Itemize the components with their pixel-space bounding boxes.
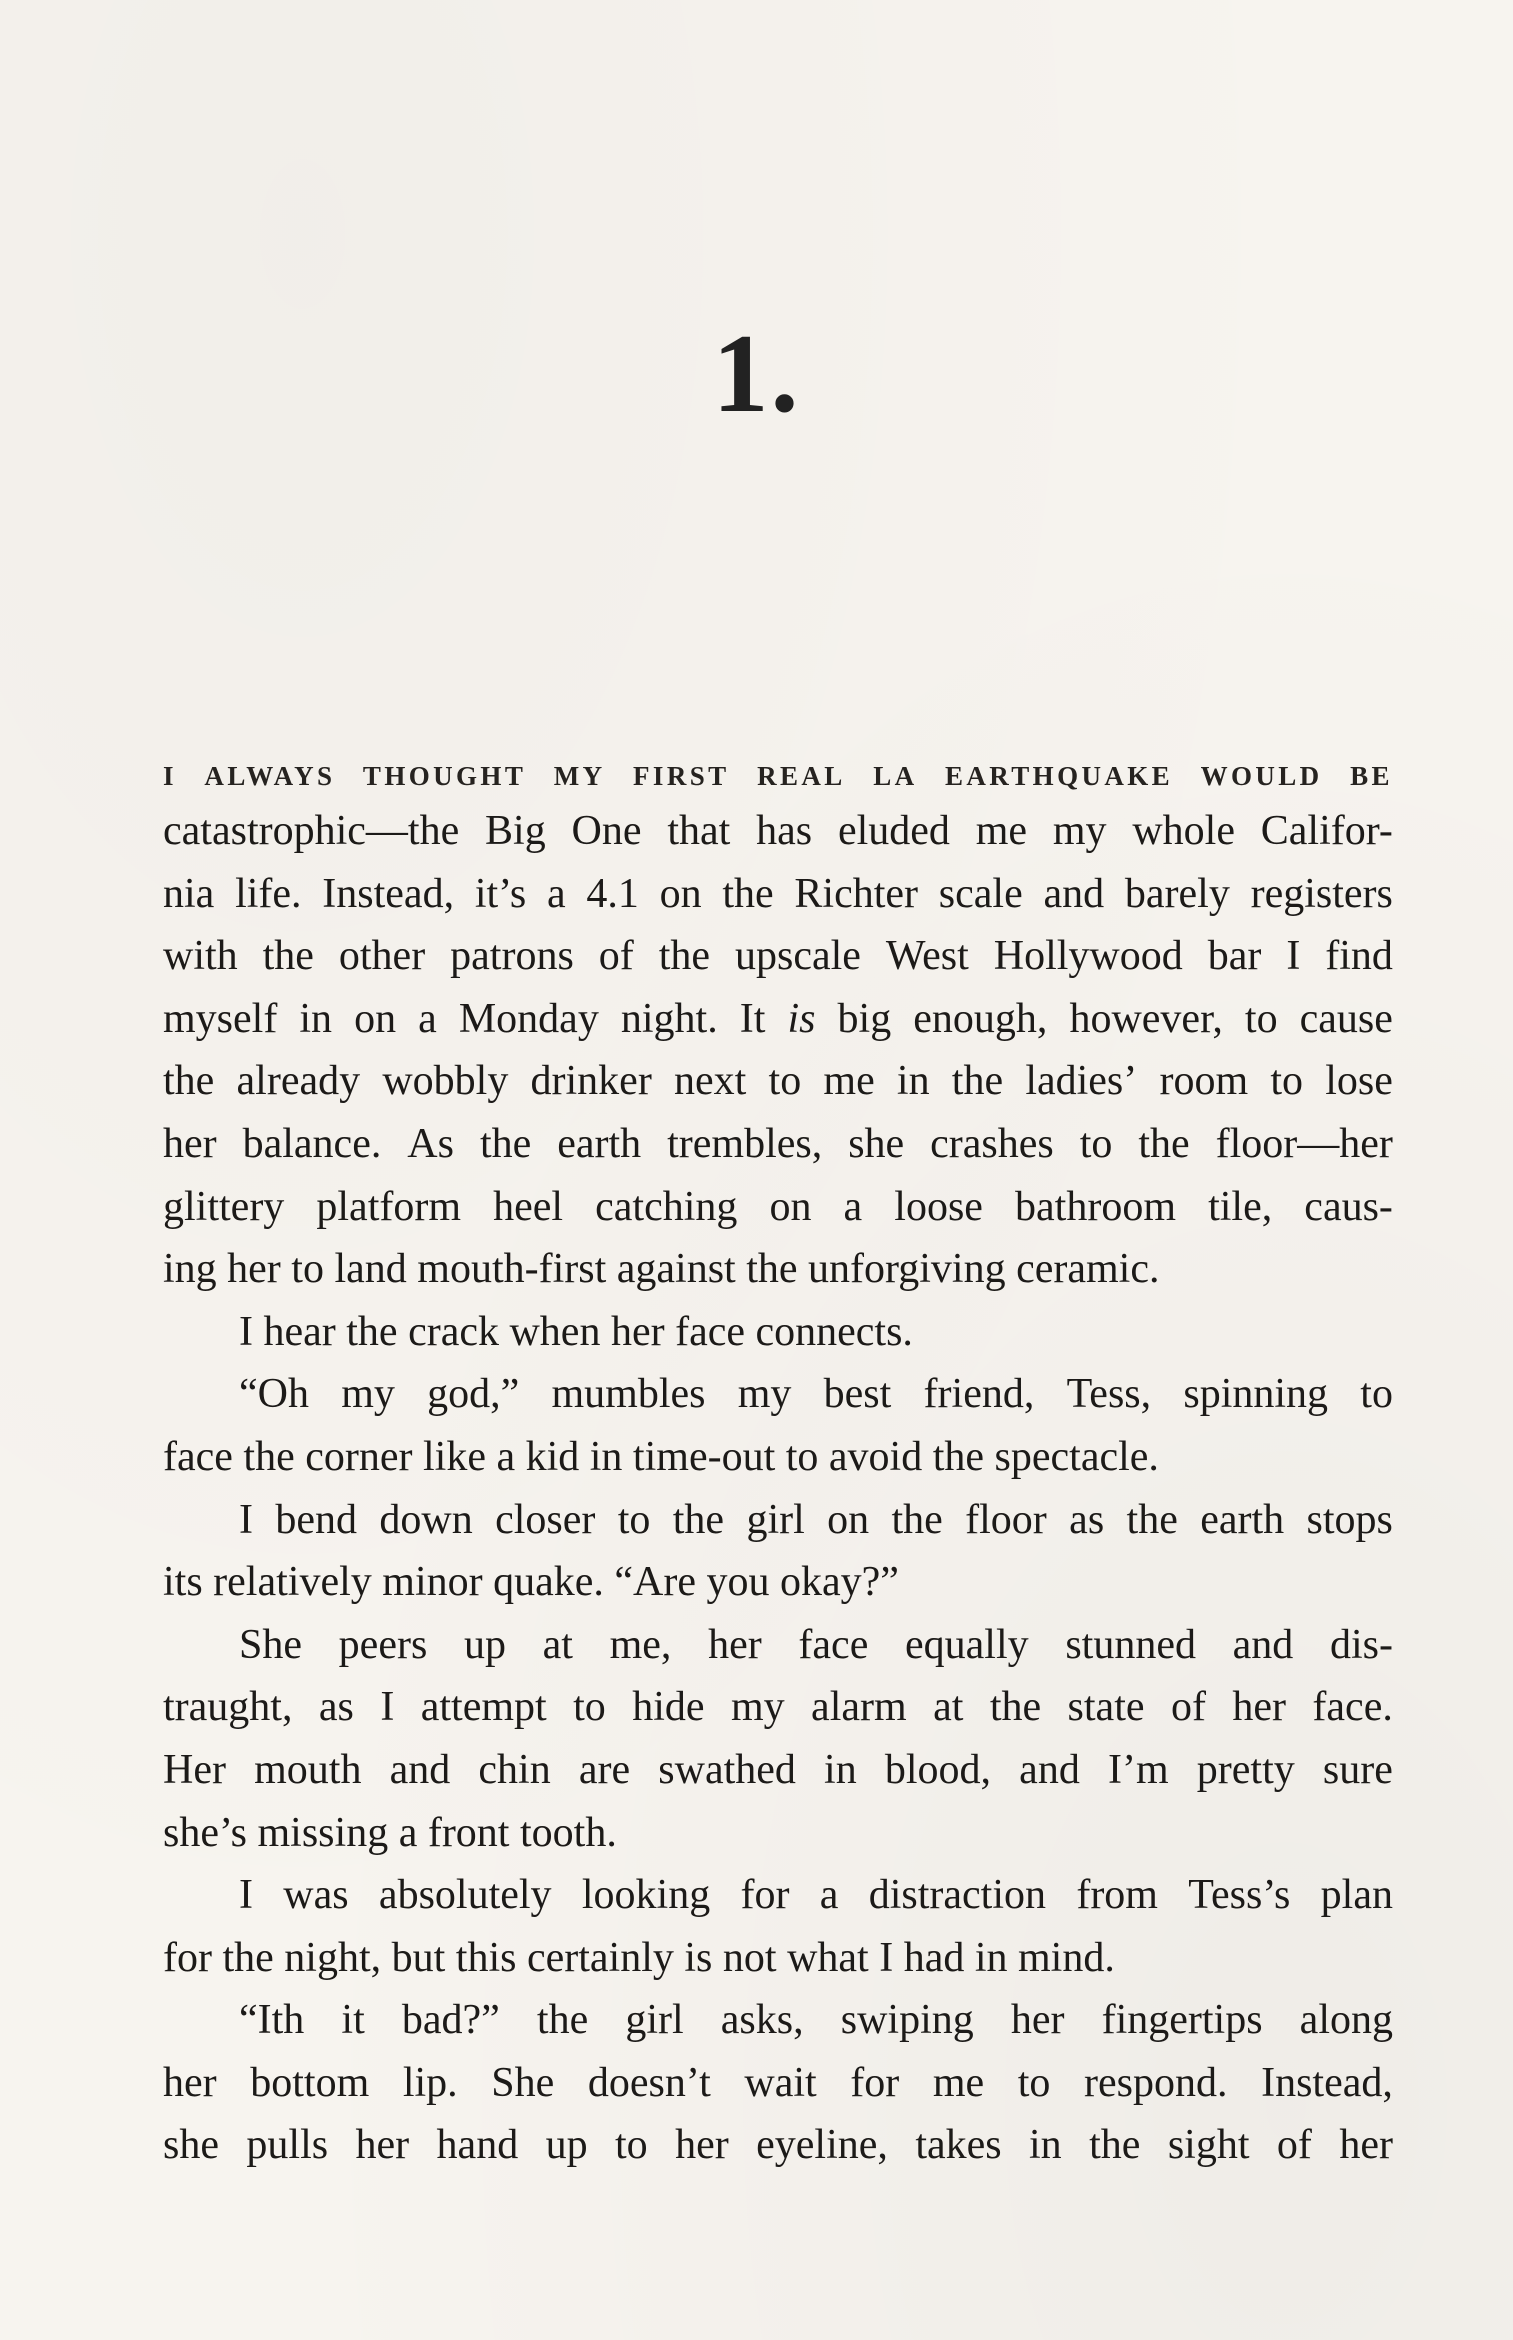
opening-word: THOUGHT (362, 761, 527, 791)
word: in (896, 1058, 930, 1105)
word: “Ith (239, 1997, 305, 2044)
word: wobbly (382, 1058, 509, 1105)
word: looking (581, 1872, 711, 1919)
word: a (418, 995, 437, 1042)
word: trembles, (667, 1120, 823, 1167)
opening-word: EARTHQUAKE (945, 761, 1174, 791)
word: distraction (868, 1872, 1047, 1919)
word: and (1043, 870, 1105, 917)
word: earth (557, 1120, 642, 1167)
word: bathroom (1015, 1183, 1176, 1230)
word: down (379, 1496, 473, 1543)
word: drinker (530, 1058, 652, 1105)
word: bad?” (401, 1997, 500, 2044)
word: traught, (163, 1684, 293, 1731)
text-line (163, 1050, 1393, 1113)
word: upscale (734, 933, 861, 980)
word: glittery (163, 1183, 285, 1230)
word: I’m (1107, 1746, 1169, 1793)
body-lines (163, 800, 1393, 2177)
word: big (837, 995, 892, 1042)
word: hide (632, 1684, 705, 1731)
text-line (163, 925, 1393, 988)
word: blood, (884, 1746, 992, 1793)
word: She (491, 2059, 555, 2106)
word: to (1244, 995, 1278, 1042)
word: up (545, 2122, 588, 2169)
word: her (163, 1120, 217, 1167)
word: me (932, 2059, 985, 2106)
word: Instead, (322, 870, 455, 917)
text-line (163, 1676, 1393, 1739)
word: lip. (402, 2059, 458, 2106)
word: plan (1320, 1872, 1393, 1919)
word: however, (1069, 995, 1223, 1042)
word: takes (915, 2122, 1002, 2169)
word: her (163, 2059, 217, 2106)
word: 4.1 (586, 870, 639, 917)
word: absolutely (378, 1872, 552, 1919)
word: the (672, 1496, 725, 1543)
word: bar (1207, 933, 1262, 980)
word: catastrophic—the (163, 808, 460, 854)
word: I (1286, 933, 1301, 980)
word: at (933, 1684, 964, 1731)
word: the (989, 1684, 1042, 1731)
word: tile, (1208, 1183, 1273, 1230)
word: barely (1124, 870, 1230, 917)
word: equally (905, 1621, 1029, 1668)
word: closer (495, 1496, 596, 1543)
word: the (1126, 1496, 1178, 1543)
word: life. (235, 870, 302, 917)
word: has (756, 808, 813, 854)
word: her (1010, 1997, 1065, 2044)
word: other (338, 933, 426, 980)
word: Richter (794, 870, 919, 917)
text-line (163, 863, 1393, 926)
word: of (1276, 2122, 1312, 2169)
opening-word: ALWAYS (204, 761, 336, 791)
word: god,” (427, 1371, 520, 1418)
text-line: I hear the crack when her face connects. (239, 1308, 913, 1355)
word: at (542, 1621, 573, 1668)
word: in (824, 1746, 857, 1793)
word: stops (1306, 1496, 1393, 1543)
word: Califor- (1260, 808, 1393, 854)
word: caus- (1304, 1183, 1393, 1230)
word: room (1159, 1058, 1249, 1105)
word: to (768, 1058, 802, 1105)
text-line: she’s missing a front tooth. (163, 1809, 617, 1856)
word: to (1017, 2059, 1051, 2106)
opening-word: FIRST (633, 761, 730, 791)
word: the (163, 1058, 215, 1105)
word: ladies’ (1025, 1058, 1138, 1105)
word: whole (1132, 808, 1235, 854)
opening-word: I (163, 761, 177, 791)
word: the (479, 1120, 532, 1167)
word: cause (1299, 995, 1393, 1042)
word: earth (1200, 1496, 1285, 1543)
word: sight (1167, 2122, 1250, 2169)
text-line (163, 1113, 1393, 1176)
word: she (848, 1120, 905, 1167)
text-line (163, 1989, 1393, 2052)
word: me, (609, 1621, 672, 1668)
word: “Oh (239, 1371, 309, 1418)
word: scale (938, 870, 1023, 917)
word: the (951, 1058, 1004, 1105)
opening-word: LA (873, 761, 918, 791)
word: registers (1250, 870, 1393, 917)
word: attempt (420, 1684, 547, 1731)
word: in (1029, 2122, 1062, 2169)
word: mumbles (551, 1371, 706, 1418)
word: the (891, 1496, 943, 1543)
word: I (380, 1684, 395, 1731)
word: to (1079, 1120, 1113, 1167)
word: face. (1312, 1684, 1393, 1731)
opening-word: MY (553, 761, 606, 791)
text-line (163, 2114, 1393, 2177)
word: eluded (837, 808, 950, 854)
word: face (798, 1621, 869, 1668)
word: is (787, 995, 816, 1042)
word: on (659, 870, 702, 917)
word: and (1232, 1621, 1294, 1668)
word: her (708, 1621, 762, 1668)
word: best (823, 1371, 892, 1418)
word: her (355, 2122, 410, 2169)
word: chin (478, 1746, 551, 1793)
word: on (769, 1183, 812, 1230)
word: stunned (1065, 1621, 1196, 1668)
word: of (598, 933, 634, 980)
word: my (730, 1684, 785, 1731)
word: It (739, 995, 766, 1042)
opening-word: WOULD (1200, 761, 1323, 791)
word: to (573, 1684, 606, 1731)
word: are (578, 1746, 631, 1793)
word: my (1052, 808, 1107, 854)
word: wait (744, 2059, 817, 2106)
word: as (318, 1684, 354, 1731)
text-line (163, 1739, 1393, 1802)
word: lose (1325, 1058, 1393, 1105)
word: doesn’t (587, 2059, 711, 2106)
word: friend, (923, 1371, 1035, 1418)
text-line: for the night, but this certainly is not what I had in mind. (163, 1934, 1115, 1981)
word: from (1076, 1872, 1158, 1919)
word: myself (163, 995, 278, 1042)
word: that (667, 808, 731, 854)
word: already (236, 1058, 361, 1105)
word: along (1299, 1997, 1393, 2044)
text-line (163, 1614, 1393, 1677)
word: to (615, 2122, 648, 2169)
text-line (163, 800, 1393, 863)
word: my (737, 1371, 792, 1418)
word: As (407, 1120, 454, 1167)
word: platform (316, 1183, 462, 1230)
text-line: face the corner like a kid in time-out to avoid the spectacle. (163, 1433, 1159, 1480)
chapter-text (163, 752, 1393, 2177)
word: for (740, 1872, 790, 1919)
word: the (658, 933, 711, 980)
word: asks, (720, 1997, 804, 2044)
word: eyeline, (756, 2122, 888, 2169)
word: Hollywood (993, 933, 1183, 980)
word: her (1339, 2122, 1393, 2169)
word: my (341, 1371, 395, 1418)
word: pulls (246, 2122, 329, 2169)
text-line: ing her to land mouth-first against the unforgiving ceramic. (163, 1246, 1160, 1293)
word: to (617, 1496, 651, 1543)
opening-word: REAL (757, 761, 846, 791)
word: as (1069, 1496, 1105, 1543)
text-line: its relatively minor quake. “Are you okay?” (163, 1559, 899, 1606)
word: respond. (1084, 2059, 1228, 2106)
word: to (1360, 1371, 1393, 1418)
text-line (163, 988, 1393, 1051)
word: the (1089, 2122, 1141, 2169)
word: swathed (658, 1746, 796, 1793)
opening-word: BE (1350, 761, 1393, 791)
text-line (163, 1363, 1393, 1426)
text-line (163, 1176, 1393, 1239)
word: hand (436, 2122, 519, 2169)
word: she (163, 2122, 219, 2169)
word: girl (746, 1496, 805, 1543)
word: enough, (913, 995, 1048, 1042)
word: crashes (930, 1120, 1054, 1167)
word: bottom (250, 2059, 370, 2106)
text-line (163, 2052, 1393, 2115)
word: to (1270, 1058, 1303, 1105)
word: on (827, 1496, 870, 1543)
word: Her (163, 1746, 226, 1793)
word: heel (493, 1183, 564, 1230)
text-line (163, 1489, 1393, 1552)
word: floor—her (1215, 1120, 1393, 1167)
word: patrons (450, 933, 574, 980)
word: catching (595, 1183, 738, 1230)
word: it (341, 1997, 365, 2044)
word: a (546, 870, 566, 917)
word: the (536, 1997, 589, 2044)
word: Tess, (1066, 1371, 1152, 1418)
text-line (163, 1864, 1393, 1927)
word: a (819, 1872, 839, 1919)
word: I (239, 1872, 253, 1919)
word: girl (625, 1997, 684, 2044)
word: her (675, 2122, 729, 2169)
word: find (1325, 933, 1393, 980)
word: of (1170, 1684, 1206, 1731)
word: mouth (254, 1746, 362, 1793)
word: me (975, 808, 1028, 854)
word: the (722, 870, 774, 917)
word: and (1019, 1746, 1080, 1793)
word: swiping (840, 1997, 974, 2044)
word: the (1138, 1120, 1190, 1167)
word: Tess’s (1188, 1872, 1291, 1919)
word: was (283, 1872, 349, 1919)
opening-small-caps-line (163, 752, 1393, 800)
chapter-number: 1. (712, 312, 801, 436)
word: Big (485, 808, 546, 854)
word: peers (338, 1621, 428, 1668)
word: for (850, 2059, 900, 2106)
word: sure (1322, 1746, 1393, 1793)
word: nia (163, 870, 215, 917)
word: up (463, 1621, 506, 1668)
word: in (299, 995, 333, 1042)
word: floor (965, 1496, 1047, 1543)
word: night. (620, 995, 718, 1042)
word: bend (275, 1496, 358, 1543)
word: with (163, 933, 238, 980)
word: pretty (1196, 1746, 1295, 1793)
word: a (843, 1183, 863, 1230)
word: Instead, (1261, 2059, 1393, 2106)
word: next (674, 1058, 747, 1105)
word: loose (894, 1183, 983, 1230)
word: her (1232, 1684, 1286, 1731)
word: and (389, 1746, 451, 1793)
word: dis- (1329, 1621, 1393, 1668)
word: Monday (458, 995, 599, 1042)
word: balance. (242, 1120, 382, 1167)
word: West (885, 933, 969, 980)
word: She (239, 1621, 302, 1668)
word: me (823, 1058, 875, 1105)
word: I (239, 1496, 253, 1543)
word: spinning (1183, 1371, 1329, 1418)
word: fingertips (1101, 1997, 1263, 2044)
word: alarm (811, 1684, 907, 1731)
word: it’s (474, 870, 527, 917)
word: state (1067, 1684, 1145, 1731)
word: One (571, 808, 642, 854)
word: on (354, 995, 397, 1042)
word: the (262, 933, 314, 980)
